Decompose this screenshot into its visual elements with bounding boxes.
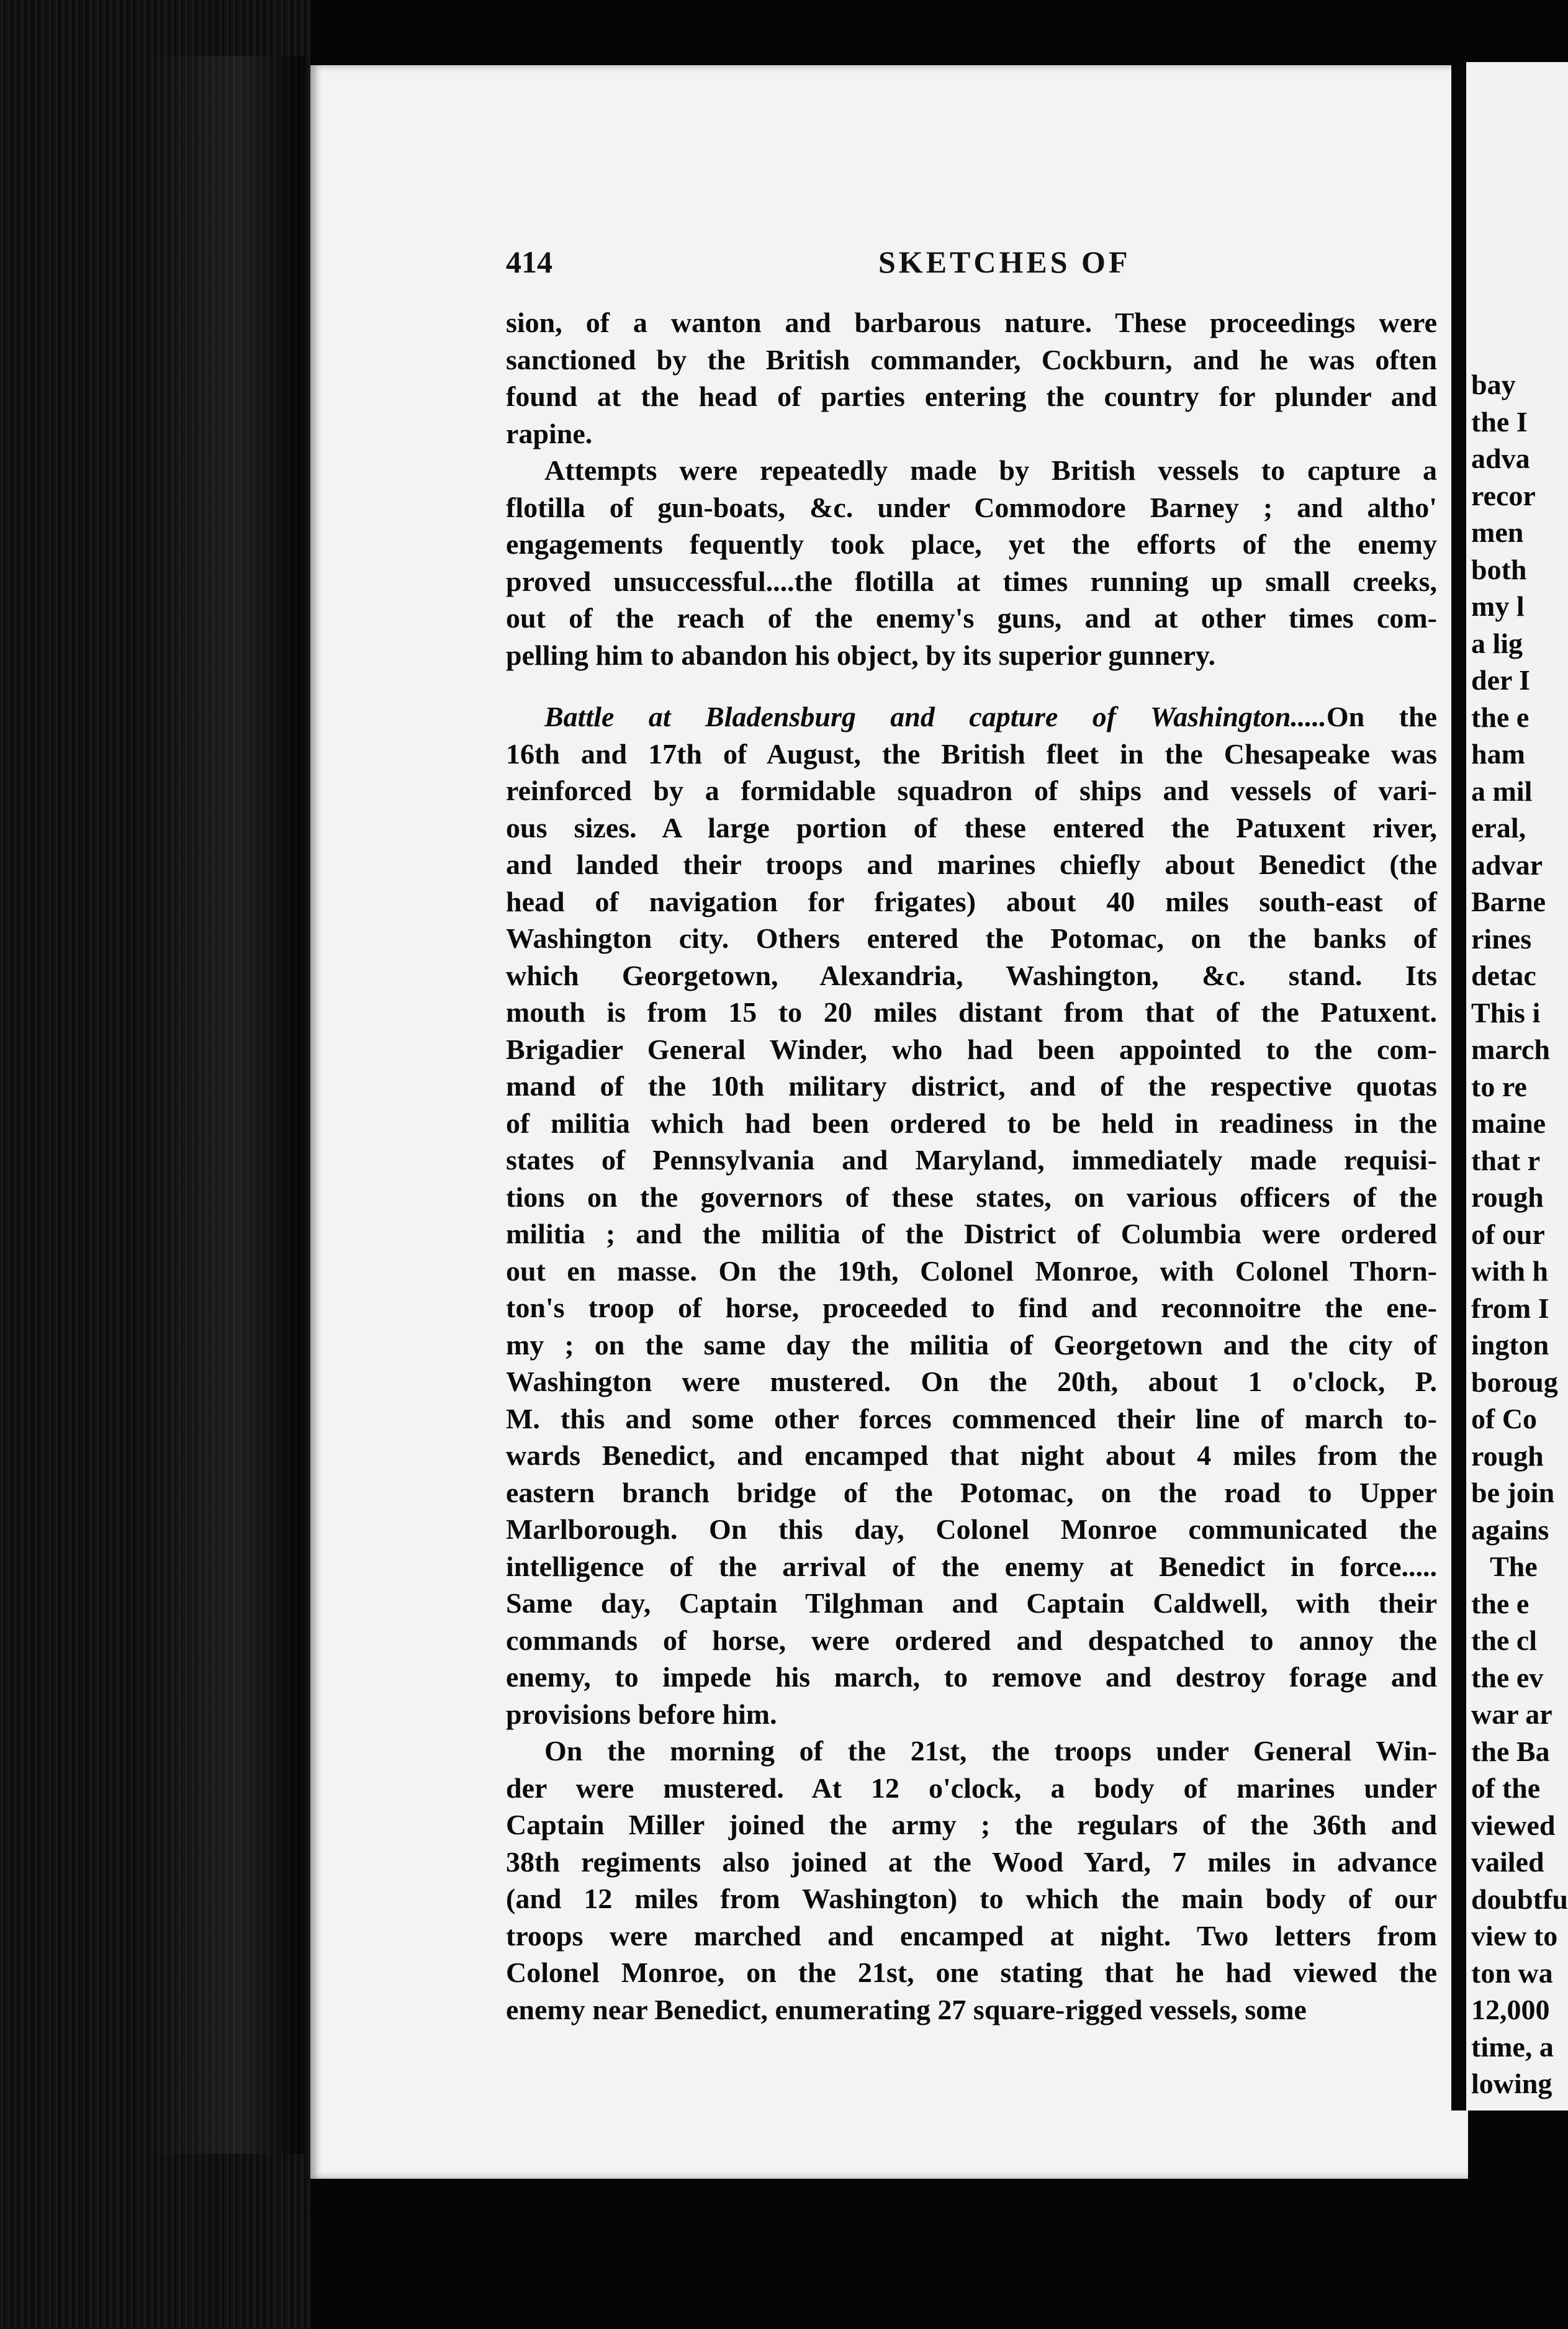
facing-page-line: vailed xyxy=(1471,1846,1544,1878)
text-line: Captain Miller joined the army ; the regulars of the 36th and xyxy=(506,1809,1437,1840)
facing-page-line: maine xyxy=(1471,1107,1546,1139)
facing-page-line: the e xyxy=(1471,1587,1530,1619)
paragraph-3 xyxy=(506,698,1437,1732)
text-line: Washington city. Others entered the Potomac, on the banks of xyxy=(506,922,1437,954)
facing-page-line: ton wa xyxy=(1471,1957,1553,1989)
facing-page-line: ham xyxy=(1471,738,1525,770)
text-line: enemy, to impede his march, to remove and destroy forage and xyxy=(506,1661,1437,1693)
text-line: 16th and 17th of August, the British fleet in the Chesapeake was xyxy=(506,737,1437,770)
text-line: Marlborough. On this day, Colonel Monroe communicated the xyxy=(506,1513,1437,1545)
facing-page-line: boroug xyxy=(1471,1366,1558,1398)
facing-page-text xyxy=(1471,366,1568,2102)
text-line: which Georgetown, Alexandria, Washington, &c. stand. Its xyxy=(506,959,1437,991)
facing-page-line: my l xyxy=(1471,590,1525,622)
text-line: proved unsuccessful....the flotilla at times running up small creeks, xyxy=(506,565,1437,597)
facing-page-line: the cl xyxy=(1471,1624,1538,1656)
facing-page-line: the ev xyxy=(1471,1661,1544,1693)
facing-page-line: adva xyxy=(1471,443,1530,474)
facing-page-line: be join xyxy=(1471,1477,1555,1508)
text-line: sanctioned by the British commander, Cockburn, and he was often xyxy=(506,343,1437,376)
gutter-shadow xyxy=(143,56,304,2154)
text-line: flotilla of gun-boats, &c. under Commodore Barney ; and altho' xyxy=(506,491,1437,523)
text-line: ous sizes. A large portion of these entered the Patuxent river, xyxy=(506,811,1437,844)
paragraph-4 xyxy=(506,1732,1437,2028)
facing-page-line: 12,000 xyxy=(1471,1994,1550,2025)
facing-page-line: the Ba xyxy=(1471,1735,1550,1767)
text-line: out en masse. On the 19th, Colonel Monroe, with Colonel Thorn- xyxy=(506,1255,1437,1287)
text-line: Attempts were repeatedly made by British vessels to capture a xyxy=(544,454,1437,486)
facing-page-line: march xyxy=(1471,1034,1550,1065)
facing-page-line: ington xyxy=(1471,1329,1549,1361)
facing-page-line: both xyxy=(1471,553,1527,585)
facing-page-line: view to xyxy=(1471,1920,1558,1952)
text-line: On the morning of the 21st, the troops under General Win- xyxy=(544,1735,1437,1767)
facing-page-line: rough xyxy=(1471,1439,1544,1472)
facing-page-line: with h xyxy=(1471,1255,1548,1287)
text-line: tions on the governors of these states, on various officers of the xyxy=(506,1181,1437,1213)
facing-page-line: viewed xyxy=(1471,1809,1556,1841)
facing-page-line: the e xyxy=(1471,701,1530,733)
text-line: mand of the 10th military district, and of the respective quotas xyxy=(506,1070,1437,1102)
facing-page-line: eral, xyxy=(1471,812,1526,844)
page-number: 414 xyxy=(506,245,552,279)
text-line: rapine. xyxy=(506,417,593,449)
text-line: Brigadier General Winder, who had been appointed to the com- xyxy=(506,1033,1437,1065)
facing-page-line: The xyxy=(1490,1551,1538,1582)
text-line: provisions before him. xyxy=(506,1698,777,1730)
text-line: mouth is from 15 to 20 miles distant from that of the Patuxent. xyxy=(506,996,1437,1028)
facing-page-line: detac xyxy=(1471,960,1536,991)
facing-page-line: doubtfu xyxy=(1471,1883,1568,1915)
text-line: wards Benedict, and encamped that night about 4 miles from the xyxy=(506,1439,1437,1471)
facing-page-line: time, a xyxy=(1471,2030,1554,2063)
paragraph-1 xyxy=(506,304,1437,452)
facing-page-line: that r xyxy=(1471,1144,1541,1176)
running-head xyxy=(506,244,1158,287)
text-line: Washington were mustered. On the 20th, about 1 o'clock, P. xyxy=(506,1366,1437,1397)
paragraph-2 xyxy=(506,452,1437,673)
facing-page-line: advar xyxy=(1471,849,1543,881)
text-line: found at the head of parties entering the country for plunder and xyxy=(506,381,1437,412)
facing-page-line: lowing xyxy=(1471,2068,1552,2099)
facing-page-line: of our xyxy=(1471,1218,1545,1250)
section-gap xyxy=(506,673,1437,698)
text-line: (and 12 miles from Washington) to which the main body of our xyxy=(506,1883,1437,1914)
text-line: head of navigation for frigates) about 40 miles south-east of xyxy=(506,885,1437,917)
text-line: commands of horse, were ordered and despatched to annoy the xyxy=(506,1624,1437,1656)
facing-page-line: Barne xyxy=(1471,886,1546,917)
facing-page-line: the I xyxy=(1471,405,1528,438)
section-heading-line xyxy=(506,698,1437,736)
text-line: reinforced by a formidable squadron of ships and vessels of vari- xyxy=(506,775,1437,806)
facing-page-line: rines xyxy=(1471,922,1532,955)
text-line: Same day, Captain Tilghman and Captain Caldwell, with their xyxy=(506,1587,1437,1619)
text-line: states of Pennsylvania and Maryland, immediately made requisi- xyxy=(506,1144,1437,1176)
facing-page-line: from I xyxy=(1471,1292,1549,1324)
facing-page-line: a mil xyxy=(1471,775,1533,807)
facing-page xyxy=(1451,62,1568,2111)
facing-page-line: of the xyxy=(1471,1772,1541,1804)
text-line: out of the reach of the enemy's guns, and at other times com- xyxy=(506,602,1437,634)
facing-page-line: to re xyxy=(1471,1070,1527,1102)
text-line: der were mustered. At 12 o'clock, a body of marines under xyxy=(506,1772,1437,1804)
text-line: enemy near Benedict, enumerating 27 square-rigged vessels, some xyxy=(506,1993,1307,2025)
text-line: Colonel Monroe, on the 21st, one stating that he had viewed the xyxy=(506,1957,1437,1988)
facing-page-line: war ar xyxy=(1471,1698,1552,1730)
facing-page-line: recor xyxy=(1471,479,1536,511)
text-line: engagements fequently took place, yet the efforts of the enemy xyxy=(506,528,1437,560)
facing-page-line: der I xyxy=(1471,664,1530,696)
text-line: M. this and some other forces commenced their line of march to- xyxy=(506,1402,1437,1435)
text-line: militia ; and the militia of the District of Columbia were ordered xyxy=(506,1218,1437,1250)
facing-page-line: agains xyxy=(1471,1513,1549,1546)
text-line: my ; on the same day the militia of Georgetown and the city of xyxy=(506,1328,1437,1361)
text-line: intelligence of the arrival of the enemy at Benedict in force..... xyxy=(506,1550,1437,1582)
text-line: pelling him to abandon his object, by its superior gunnery. xyxy=(506,639,1215,671)
text-line: ton's troop of horse, proceeded to find and reconnoitre the ene- xyxy=(506,1292,1437,1323)
text-line: and landed their troops and marines chiefly about Benedict (the xyxy=(506,849,1437,880)
facing-page-line: This i xyxy=(1471,996,1541,1029)
page-body xyxy=(506,304,1437,2028)
text-line: 38th regiments also joined at the Wood Yard, 7 miles in advance xyxy=(506,1845,1437,1878)
facing-page-line: bay xyxy=(1471,369,1516,400)
text-line: sion, of a wanton and barbarous nature. These proceedings were xyxy=(506,307,1437,338)
facing-page-line: rough xyxy=(1471,1181,1544,1213)
facing-page-line: men xyxy=(1471,516,1524,548)
facing-page-line: a lig xyxy=(1471,627,1523,659)
text-line: eastern branch bridge of the Potomac, on the road to Upper xyxy=(506,1476,1437,1508)
facing-page-line: of Co xyxy=(1471,1403,1538,1435)
section-heading: Battle at Bladensburg and capture of Washington..... xyxy=(544,701,1327,732)
text-line-fragment: On the xyxy=(1326,701,1437,732)
text-line: of militia which had been ordered to be held in readiness in the xyxy=(506,1107,1437,1139)
text-line: troops were marched and encamped at night. Two letters from xyxy=(506,1919,1437,1952)
running-title: SKETCHES OF xyxy=(878,245,1131,279)
